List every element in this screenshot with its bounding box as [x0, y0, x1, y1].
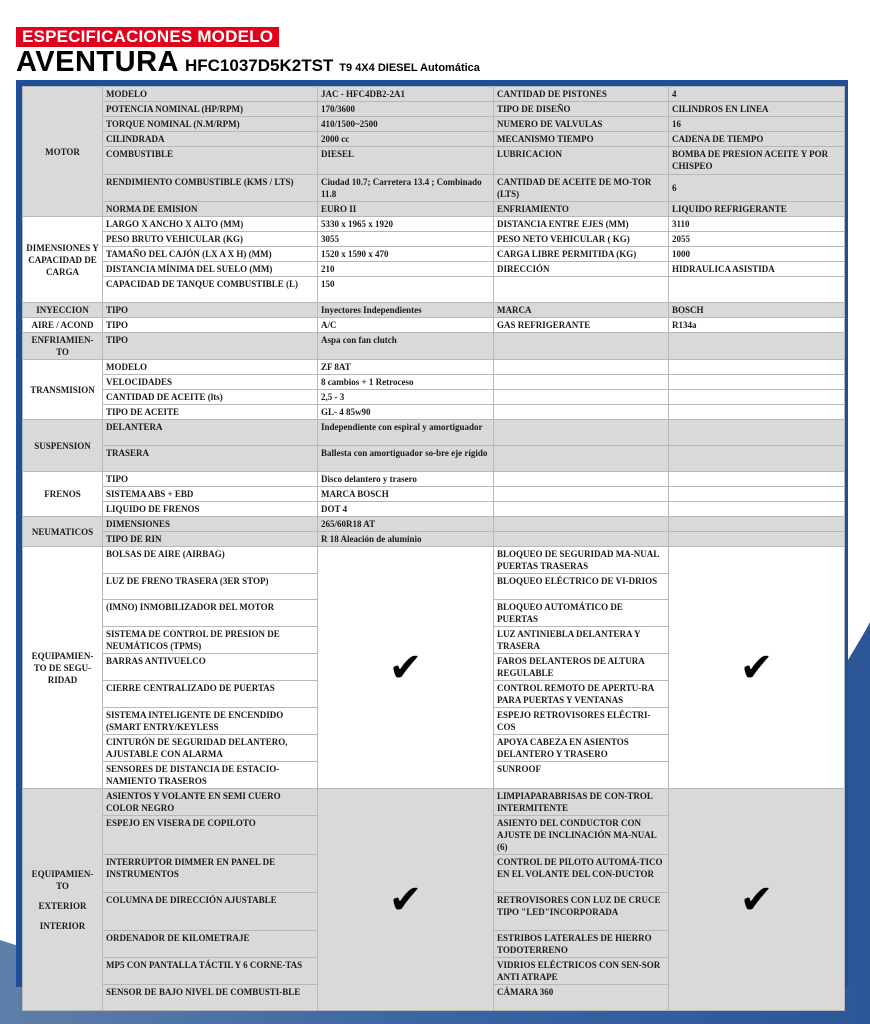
spec-label: GAS REFRIGERANTE: [494, 318, 669, 333]
equipment-item: SENSORES DE DISTANCIA DE ESTACIO-NAMIENTO TRASEROS: [103, 762, 318, 789]
spec-value: Ballesta con amortiguador so-bre eje rígido: [318, 446, 494, 472]
spec-label: POTENCIA NOMINAL (HP/RPM): [103, 102, 318, 117]
table-row: [23, 333, 845, 360]
spec-value: 3110: [669, 217, 845, 232]
spec-label: DISTANCIA ENTRE EJES (MM): [494, 217, 669, 232]
table-row: [23, 175, 845, 202]
empty-cell: [494, 390, 669, 405]
model-code: HFC1037D5K2TST: [184, 56, 334, 75]
model-title: [16, 46, 480, 79]
equipment-item: SUNROOF: [494, 762, 669, 789]
spec-value: CILINDROS EN LINEA: [669, 102, 845, 117]
spec-value: BOSCH: [669, 303, 845, 318]
spec-value: Aspa con fan clutch: [318, 333, 494, 360]
table-row: [23, 232, 845, 247]
spec-label: TORQUE NOMINAL (N.M/RPM): [103, 117, 318, 132]
spec-value: R 18 Aleación de aluminio: [318, 532, 494, 547]
spec-label: [494, 277, 669, 303]
spec-label: CILINDRADA: [103, 132, 318, 147]
spec-value: 1520 x 1590 x 470: [318, 247, 494, 262]
spec-label: CARGA LIBRE PERMITIDA (KG): [494, 247, 669, 262]
empty-cell: [494, 487, 669, 502]
equipment-item: ASIENTO DEL CONDUCTOR CON AJUSTE DE INCLINACIÓN MA-NUAL (6): [494, 816, 669, 855]
spec-label: MODELO: [103, 360, 318, 375]
section-label-motor: MOTOR: [23, 87, 103, 217]
section-label-seguridad: EQUIPAMIEN-TO DE SEGU-RIDAD: [23, 547, 103, 789]
spec-label: PESO BRUTO VEHICULAR (KG): [103, 232, 318, 247]
spec-value: JAC - HFC4DB2-2A1: [318, 87, 494, 102]
section-label-aire: AIRE / ACOND: [23, 318, 103, 333]
header-badge: ESPECIFICACIONES MODELO: [16, 27, 279, 47]
check-icon: [318, 789, 494, 1011]
spec-label: LARGO X ANCHO X ALTO (MM): [103, 217, 318, 232]
equipment-item: ESTRIBOS LATERALES DE HIERRO TODOTERRENO: [494, 931, 669, 958]
section-label-inyeccion: INYECCION: [23, 303, 103, 318]
spec-label: SISTEMA ABS + EBD: [103, 487, 318, 502]
table-row: [23, 547, 845, 574]
table-row: [23, 147, 845, 175]
spec-value: 410/1500~2500: [318, 117, 494, 132]
empty-cell: [494, 420, 669, 446]
equipment-item: CONTROL REMOTO DE APERTU-RA PARA PUERTAS Y VENTANAS: [494, 681, 669, 708]
spec-label: NORMA DE EMISION: [103, 202, 318, 217]
spec-label: DISTANCIA MÍNIMA DEL SUELO (MM): [103, 262, 318, 277]
spec-label: MARCA: [494, 303, 669, 318]
spec-value: CADENA DE TIEMPO: [669, 132, 845, 147]
spec-label: LUBRICACION: [494, 147, 669, 175]
spec-label: TIPO DE RIN: [103, 532, 318, 547]
equipment-item: ORDENADOR DE KILOMETRAJE: [103, 931, 318, 958]
spec-value: 5330 x 1965 x 1920: [318, 217, 494, 232]
section-label-dimensiones: DIMENSIONES Y CAPACIDAD DE CARGA: [23, 217, 103, 303]
empty-cell: [669, 360, 845, 375]
empty-cell: [494, 333, 669, 360]
empty-cell: [669, 517, 845, 532]
spec-value: 4: [669, 87, 845, 102]
section-label-line: INTERIOR: [39, 920, 86, 931]
table-row: [23, 117, 845, 132]
table-row: [23, 247, 845, 262]
spec-value: 150: [318, 277, 494, 303]
spec-value: [669, 277, 845, 303]
table-row: [23, 202, 845, 217]
table-row: [23, 517, 845, 532]
spec-label: DIRECCIÓN: [494, 262, 669, 277]
spec-value: R134a: [669, 318, 845, 333]
equipment-item: FAROS DELANTEROS DE ALTURA REGULABLE: [494, 654, 669, 681]
spec-label: RENDIMIENTO COMBUSTIBLE (KMS / LTS): [103, 175, 318, 202]
spec-label: TAMAÑO DEL CAJÓN (LX A X H) (MM): [103, 247, 318, 262]
equipment-item: CIERRE CENTRALIZADO DE PUERTAS: [103, 681, 318, 708]
spec-label: LIQUIDO DE FRENOS: [103, 502, 318, 517]
section-label-exterior: [23, 789, 103, 1011]
spec-label: MECANISMO TIEMPO: [494, 132, 669, 147]
spec-label: PESO NETO VEHICULAR ( KG): [494, 232, 669, 247]
checkmark-glyph: ✔: [739, 644, 774, 691]
table-row: [23, 487, 845, 502]
spec-label: CANTIDAD DE ACEITE (lts): [103, 390, 318, 405]
empty-cell: [669, 487, 845, 502]
checkmark-glyph: ✔: [739, 876, 774, 923]
table-row: [23, 375, 845, 390]
table-row: [23, 390, 845, 405]
spec-value: A/C: [318, 318, 494, 333]
equipment-item: SISTEMA DE CONTROL DE PRESION DE NEUMÁTICOS (TPMS): [103, 627, 318, 654]
spec-label: COMBUSTIBLE: [103, 147, 318, 175]
equipment-item: INTERRUPTOR DIMMER EN PANEL DE INSTRUMENTOS: [103, 855, 318, 893]
empty-cell: [669, 405, 845, 420]
equipment-item: BLOQUEO DE SEGURIDAD MA-NUAL PUERTAS TRASERAS: [494, 547, 669, 574]
equipment-item: SISTEMA INTELIGENTE DE ENCENDIDO (SMART ENTRY/KEYLESS: [103, 708, 318, 735]
empty-cell: [494, 532, 669, 547]
spec-value: 1000: [669, 247, 845, 262]
model-description: T9 4X4 DIESEL Automática: [339, 62, 480, 74]
spec-value: DIESEL: [318, 147, 494, 175]
equipment-item: (IMNO) INMOBILIZADOR DEL MOTOR: [103, 600, 318, 627]
section-label-enfriamiento: ENFRIAMIEN-TO: [23, 333, 103, 360]
empty-cell: [669, 333, 845, 360]
spec-value: Disco delantero y trasero: [318, 472, 494, 487]
spec-value: ZF 8AT: [318, 360, 494, 375]
spec-value: MARCA BOSCH: [318, 487, 494, 502]
empty-cell: [669, 420, 845, 446]
spec-value: Independiente con espiral y amortiguador: [318, 420, 494, 446]
empty-cell: [669, 472, 845, 487]
empty-cell: [494, 375, 669, 390]
table-row: [23, 217, 845, 232]
spec-value: 16: [669, 117, 845, 132]
spec-value: EURO II: [318, 202, 494, 217]
section-label-line: EQUIPAMIEN-TO: [31, 868, 94, 891]
spec-value: GL- 4 85w90: [318, 405, 494, 420]
equipment-item: RETROVISORES CON LUZ DE CRUCE TIPO "LED"INCORPORADA: [494, 893, 669, 931]
checkmark-glyph: ✔: [388, 644, 423, 691]
table-row: [23, 446, 845, 472]
check-icon: [669, 547, 845, 789]
table-row: [23, 502, 845, 517]
spec-label: TIPO: [103, 303, 318, 318]
check-icon: [318, 547, 494, 789]
spec-label: CAPACIDAD DE TANQUE COMBUSTIBLE (L): [103, 277, 318, 303]
equipment-item: ASIENTOS Y VOLANTE EN SEMI CUERO COLOR NEGRO: [103, 789, 318, 816]
section-label-neumaticos: NEUMATICOS: [23, 517, 103, 547]
section-label-suspension: SUSPENSION: [23, 420, 103, 472]
equipment-item: BARRAS ANTIVUELCO: [103, 654, 318, 681]
table-row: [23, 102, 845, 117]
equipment-item: APOYA CABEZA EN ASIENTOS DELANTERO Y TRASERO: [494, 735, 669, 762]
section-label-transmision: TRANSMISION: [23, 360, 103, 420]
spec-label: DELANTERA: [103, 420, 318, 446]
equipment-item: BLOQUEO ELÉCTRICO DE VI-DRIOS: [494, 574, 669, 600]
equipment-item: LIMPIAPARABRISAS DE CON-TROL INTERMITENTE: [494, 789, 669, 816]
empty-cell: [669, 446, 845, 472]
equipment-item: COLUMNA DE DIRECCIÓN AJUSTABLE: [103, 893, 318, 931]
spec-value: DOT 4: [318, 502, 494, 517]
check-icon: [669, 789, 845, 1011]
equipment-item: CINTURÓN DE SEGURIDAD DELANTERO, AJUSTABLE CON ALARMA: [103, 735, 318, 762]
spec-value: 3055: [318, 232, 494, 247]
spec-value: 170/3600: [318, 102, 494, 117]
equipment-item: BLOQUEO AUTOMÁTICO DE PUERTAS: [494, 600, 669, 627]
section-label-line: EXTERIOR: [38, 900, 87, 911]
spec-label: CANTIDAD DE PISTONES: [494, 87, 669, 102]
empty-cell: [494, 502, 669, 517]
spec-label: TIPO: [103, 472, 318, 487]
spec-value: 265/60R18 AT: [318, 517, 494, 532]
spec-value: LIQUIDO REFRIGERANTE: [669, 202, 845, 217]
empty-cell: [494, 360, 669, 375]
spec-table: [22, 86, 845, 1011]
table-row: [23, 405, 845, 420]
spec-label: TIPO: [103, 318, 318, 333]
equipment-item: CONTROL DE PILOTO AUTOMÁ-TICO EN EL VOLANTE DEL CON-DUCTOR: [494, 855, 669, 893]
equipment-item: ESPEJO EN VISERA DE COPILOTO: [103, 816, 318, 855]
table-row: [23, 303, 845, 318]
spec-value: 6: [669, 175, 845, 202]
empty-cell: [494, 405, 669, 420]
spec-value: 2000 cc: [318, 132, 494, 147]
empty-cell: [494, 472, 669, 487]
spec-label: TIPO: [103, 333, 318, 360]
equipment-item: VIDRIOS ELÉCTRICOS CON SEN-SOR ANTI ATRAPE: [494, 958, 669, 985]
spec-value: Inyectores Independientes: [318, 303, 494, 318]
empty-cell: [669, 375, 845, 390]
model-name: AVENTURA: [16, 46, 179, 78]
spec-label: TRASERA: [103, 446, 318, 472]
empty-cell: [669, 502, 845, 517]
spec-value: 2055: [669, 232, 845, 247]
table-row: [23, 360, 845, 375]
spec-value: 8 cambios + 1 Retroceso: [318, 375, 494, 390]
table-row: [23, 420, 845, 446]
spec-value: Ciudad 10.7; Carretera 13.4 ; Combinado 11.8: [318, 175, 494, 202]
spec-label: DIMENSIONES: [103, 517, 318, 532]
spec-value: BOMBA DE PRESION ACEITE Y POR CHISPEO: [669, 147, 845, 175]
spec-value: 210: [318, 262, 494, 277]
empty-cell: [669, 532, 845, 547]
equipment-item: LUZ DE FRENO TRASERA (3ER STOP): [103, 574, 318, 600]
empty-cell: [494, 446, 669, 472]
table-row: [23, 472, 845, 487]
spec-label: CANTIDAD DE ACEITE DE MO-TOR (LTS): [494, 175, 669, 202]
spec-label: VELOCIDADES: [103, 375, 318, 390]
empty-cell: [669, 390, 845, 405]
equipment-item: SENSOR DE BAJO NIVEL DE COMBUSTI-BLE: [103, 985, 318, 1011]
table-row: [23, 318, 845, 333]
equipment-item: BOLSAS DE AIRE (AIRBAG): [103, 547, 318, 574]
table-row: [23, 87, 845, 102]
spec-label: NUMERO DE VALVULAS: [494, 117, 669, 132]
table-row: [23, 262, 845, 277]
table-row: [23, 532, 845, 547]
spec-label: TIPO DE ACEITE: [103, 405, 318, 420]
spec-label: TIPO DE DISEÑO: [494, 102, 669, 117]
equipment-item: ESPEJO RETROVISORES ELÉCTRI-COS: [494, 708, 669, 735]
spec-label: MODELO: [103, 87, 318, 102]
checkmark-glyph: ✔: [388, 876, 423, 923]
table-row: [23, 789, 845, 816]
equipment-item: CÁMARA 360: [494, 985, 669, 1011]
equipment-item: MP5 CON PANTALLA TÁCTIL Y 6 CORNE-TAS: [103, 958, 318, 985]
table-row: [23, 277, 845, 303]
equipment-item: LUZ ANTINIEBLA DELANTERA Y TRASERA: [494, 627, 669, 654]
table-row: [23, 132, 845, 147]
section-label-frenos: FRENOS: [23, 472, 103, 517]
spec-value: 2,5 - 3: [318, 390, 494, 405]
spec-label: ENFRIAMIENTO: [494, 202, 669, 217]
empty-cell: [494, 517, 669, 532]
spec-value: HIDRAULICA ASISTIDA: [669, 262, 845, 277]
